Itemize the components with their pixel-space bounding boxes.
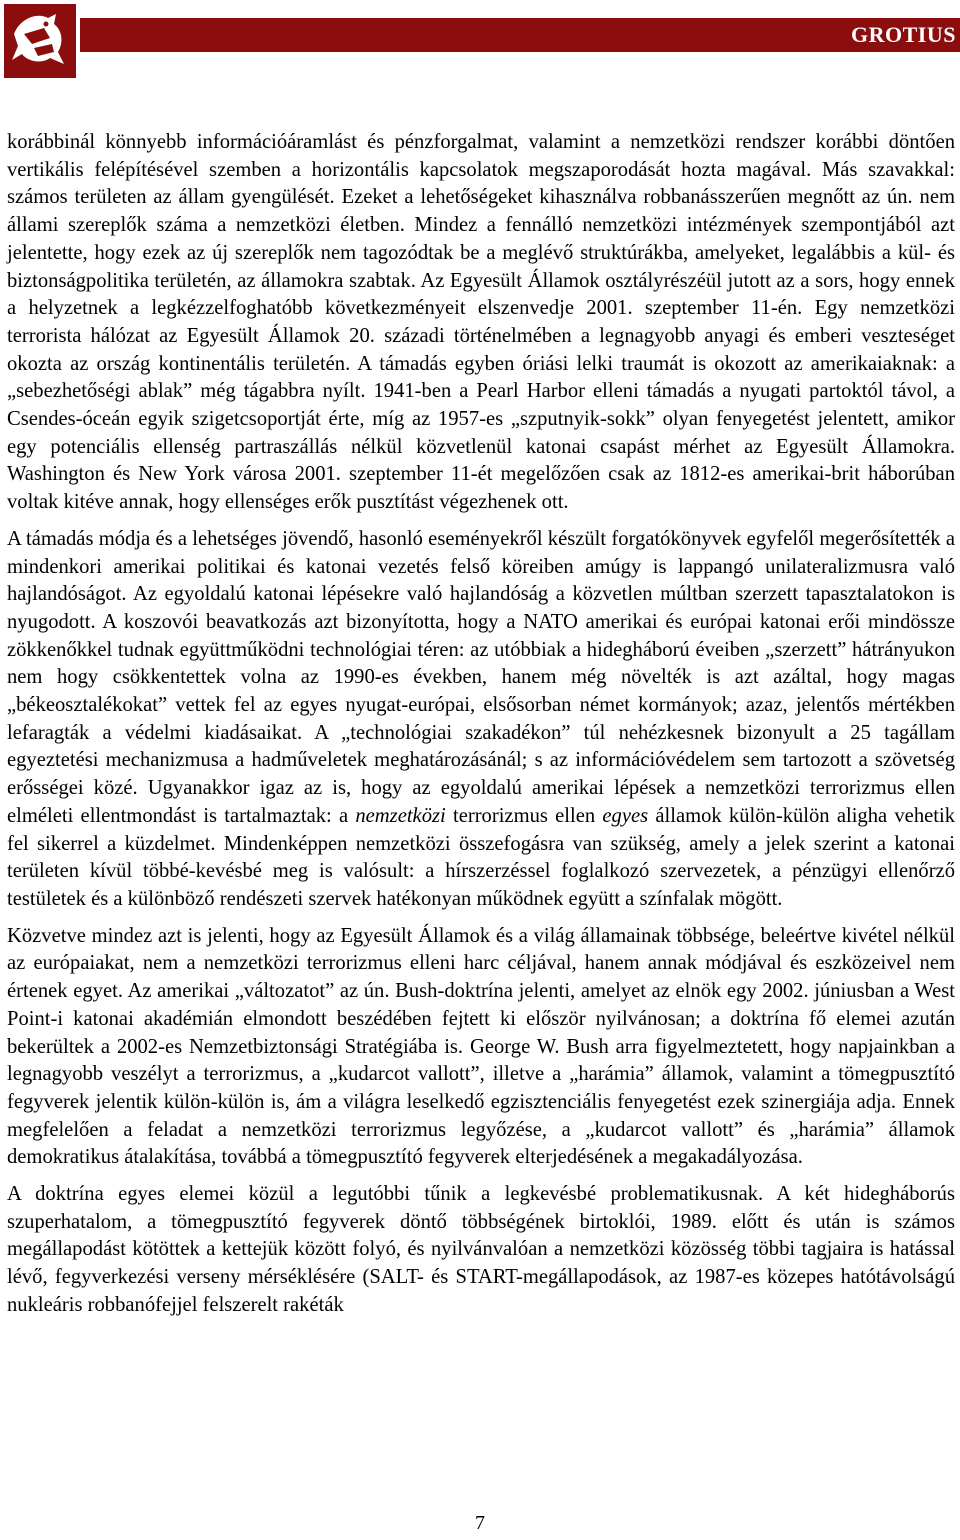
paragraph-2 <box>7 526 955 914</box>
paragraph-2-emphasis-2: egyes <box>602 804 649 827</box>
paragraph-3: Közvetve mindez azt is jelenti, hogy az Egyesült Államok és a világ államainak többsége, beleértve kivétel nélkül az európaiakat, nem a nemzetközi terrorizmus elleni harc céljával, hanem annak módjával és eszközeivel nem értenek egyet. Az amerikai „változatot” az ún. Bush-doktrína jelenti, amelyet az elnök egy 2002. júniusban a West Point-i katonai akadémián elmondott beszédében fejtett ki először nyilvánosan; a doktrína fő elemei azután bekerültek a 2002-es Nemzetbiztonsági Stratégiába is. George W. Bush arra figyelmeztetett, hogy napjainkban a legnagyobb veszélyt a terrorizmus, a „kudarcot vallott”, illetve a „harámia” államok, valamint a tömegpusztító fegyverek jelentik külön-külön is, ám a világra leselkedő egzisztenciális fenyegetést ezek szinergiája adja. Ennek megfelelően a feladat a nemzetközi terrorizmus legyőzése, a „kudarcot vallott” és „harámia” államok demokratikus átalakítása, továbbá a tömegpusztító fegyverek elterjedésének a megakadályozása. <box>7 924 955 1169</box>
page-number: 7 <box>475 1512 485 1534</box>
grotius-logo-icon <box>4 4 76 78</box>
paragraph-2-text-a: A támadás módja és a lehetséges jövendő, hasonló eseményekről készült forgatókönyvek egyfelől megerősítették a mindenkori amerikai politikai és katonai vezetés felső köreiben amúgy is lappangó unilateralizmusra való hajlandóságot. Az egyoldalú katonai lépésekre való hajlandóság a közvetlen múltban szerzett tapasztalatokon is nyugodott. A koszovói beavatkozás azt bizonyította, hogy a NATO amerikai és európai katonai erői mindössze zökkenőkkel tudnak együttműködni technológiai téren: az utóbbiak a hidegháború éveiben „szerzett” hátrányukon nem hogy csökkentettek volna az 1990-es években, hanem még növelték is azt azáltal, hogy magas „békeosztalékokat” vettek fel az egyes nyugat-európai, elsősorban német kormányok; azaz, jelentős mértékben lefaragták a védelmi kiadásaikat. A „technológiai szakadékon” túl nehézkesnek bizonyult a 25 tagállam egyeztetési mechanizmusa a hadműveletek meghatározásánál; s az információvédelem sem tartozott a szövetség erősségei közé. Ugyanakkor igaz az is, hogy az egyoldalú amerikai lépések a nemzetközi terrorizmus ellen elméleti ellentmondást is tartalmaztak: a <box>7 527 955 827</box>
paragraph-2-emphasis-1: nemzetközi <box>355 804 446 827</box>
page-header <box>0 0 960 80</box>
header-band <box>80 18 960 52</box>
paragraph-4: A doktrína egyes elemei közül a legutóbbi tűnik a legkevésbé problematikusnak. A két hidegháborús szuperhatalom, a tömegpusztító fegyverek döntő többségének birtoklói, 1989. előtt és után is számos megállapodást kötöttek a kettejük között folyó, és nyilvánvalóan a nemzetközi közösség többi tagjaira is hatással lévő, fegyverkezési verseny mérséklésére (SALT- és START-megállapodások, az 1987-es közepes hatótávolságú nukleáris robbanófejjel felszerelt rakéták <box>7 1183 955 1316</box>
paragraph-2-text-c: államok külön-külön aligha vehetik fel sikerrel a küzdelmet. Mindenképpen nemzetközi összefogásra van szükség, amely a jelek szerint a katonai területen kívül többé-kevésbé meg is valósult: a hírszerzéssel foglalkozó szervezetek, a pénzügyi ellenőrző testületek és a különböző rendészeti szervek hatékonyan működnek együtt a színfalak mögött. <box>7 804 955 910</box>
paragraph-1: korábbinál könnyebb információáramlást és pénzforgalmat, valamint a nemzetközi rendszer korábbi döntően vertikális felépítésével szemben a horizontális kapcsolatok megszaporodását hozta magával. Más szavakkal: számos területen az állam gyengülését. Ezeket a lehetőségeket kihasználva robbanásszerűen megnőtt az ún. nem állami szereplők száma a nemzetközi életben. Mindez a fennálló nemzetközi intézmények szempontjából azt jelentette, hogy ezek az új szereplők nem tagozódtak be a meglévő struktúrákba, amelyeket, legalábbis a kül- és biztonságpolitika területén, az államokra szabtak. Az Egyesült Államok osztályrészéül jutott az a sors, hogy ennek a helyzetnek a legkézzelfoghatóbb következményeit elszenvedje 2001. szeptember 11-én. Egy nemzetközi terrorista hálózat az Egyesült Államok 20. századi történelmében a legnagyobb anyagi és emberi veszteséget okozta az ország kontinentális területén. A támadás egyben óriási lelki traumát is okozott az amerikaiaknak: a „sebezhetőségi ablak” még tágabbra nyílt. 1941-ben a Pearl Harbor elleni támadás a nyugati partoktól távol, a Csendes-óceán egyik szigetcsoportját érte, míg az 1957-es „szputnyik-sokk” olyan fenyegetést jelentett, amikor egy potenciális ellenség partraszállás nélkül közvetlenül katonai csapást mérhet az Egyesült Államokra. Washington és New York városa 2001. szeptember 11-ét megelőzően csak az 1812-es amerikai-brit háborúban voltak kitéve annak, hogy ellenséges erők pusztítást végezhenek ott. <box>7 131 955 514</box>
brand-title: GROTIUS <box>851 22 956 47</box>
paragraph-2-text-b: terrorizmus ellen <box>452 804 596 827</box>
article-body <box>7 129 955 1329</box>
